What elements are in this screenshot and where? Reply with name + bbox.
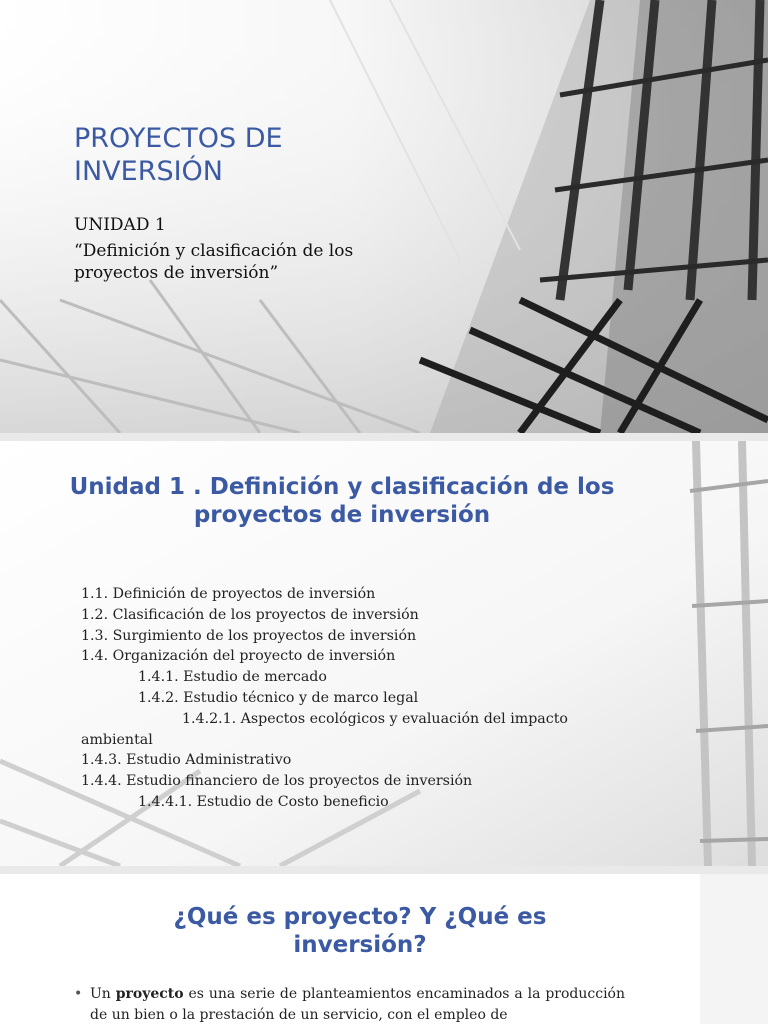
unit-label: UNIDAD 1: [74, 215, 166, 235]
toc-item: 1.2. Clasificación de los proyectos de inversión: [81, 606, 419, 623]
toc-item: 1.4.2. Estudio técnico y de marco legal: [138, 689, 419, 706]
bullet-point: •: [74, 986, 83, 1002]
toc-item: 1.4.4.1. Estudio de Costo beneficio: [138, 793, 389, 810]
slide-title-heading: PROYECTOS DE INVERSIÓN: [74, 123, 283, 187]
slide-contents: [0, 441, 768, 866]
definition-paragraph: [74, 984, 625, 1024]
contents-heading: Unidad 1 . Definición y clasificación de los proyectos de inversión: [69, 474, 615, 528]
table-of-contents: [81, 584, 621, 813]
toc-item: 1.4. Organización del proyecto de inversión: [81, 648, 396, 665]
paragraph-text: es una serie de planteamientos encaminados a la producción de un bien o la prestación de un servicio, con el empleo de: [90, 986, 626, 1023]
toc-item: 1.4.4. Estudio financiero de los proyectos de inversión: [81, 773, 473, 790]
paragraph-text: Un: [90, 986, 116, 1002]
bold-term: proyecto: [115, 986, 184, 1002]
slide-subtitle: “Definición y clasificación de los proyectos de inversión”: [74, 241, 354, 283]
toc-item: 1.4.2.1. Aspectos ecológicos y evaluación del impacto ambiental: [81, 710, 568, 748]
toc-item: 1.4.3. Estudio Administrativo: [81, 752, 292, 769]
toc-item: 1.1. Definición de proyectos de inversión: [81, 586, 376, 602]
toc-item: 1.3. Surgimiento de los proyectos de inversión: [81, 627, 417, 644]
toc-item: 1.4.1. Estudio de mercado: [138, 669, 327, 686]
slide-definitions: [0, 874, 768, 1024]
slide-title: [0, 0, 768, 433]
definitions-heading: ¿Qué es proyecto? Y ¿Qué es inversión?: [173, 904, 547, 958]
